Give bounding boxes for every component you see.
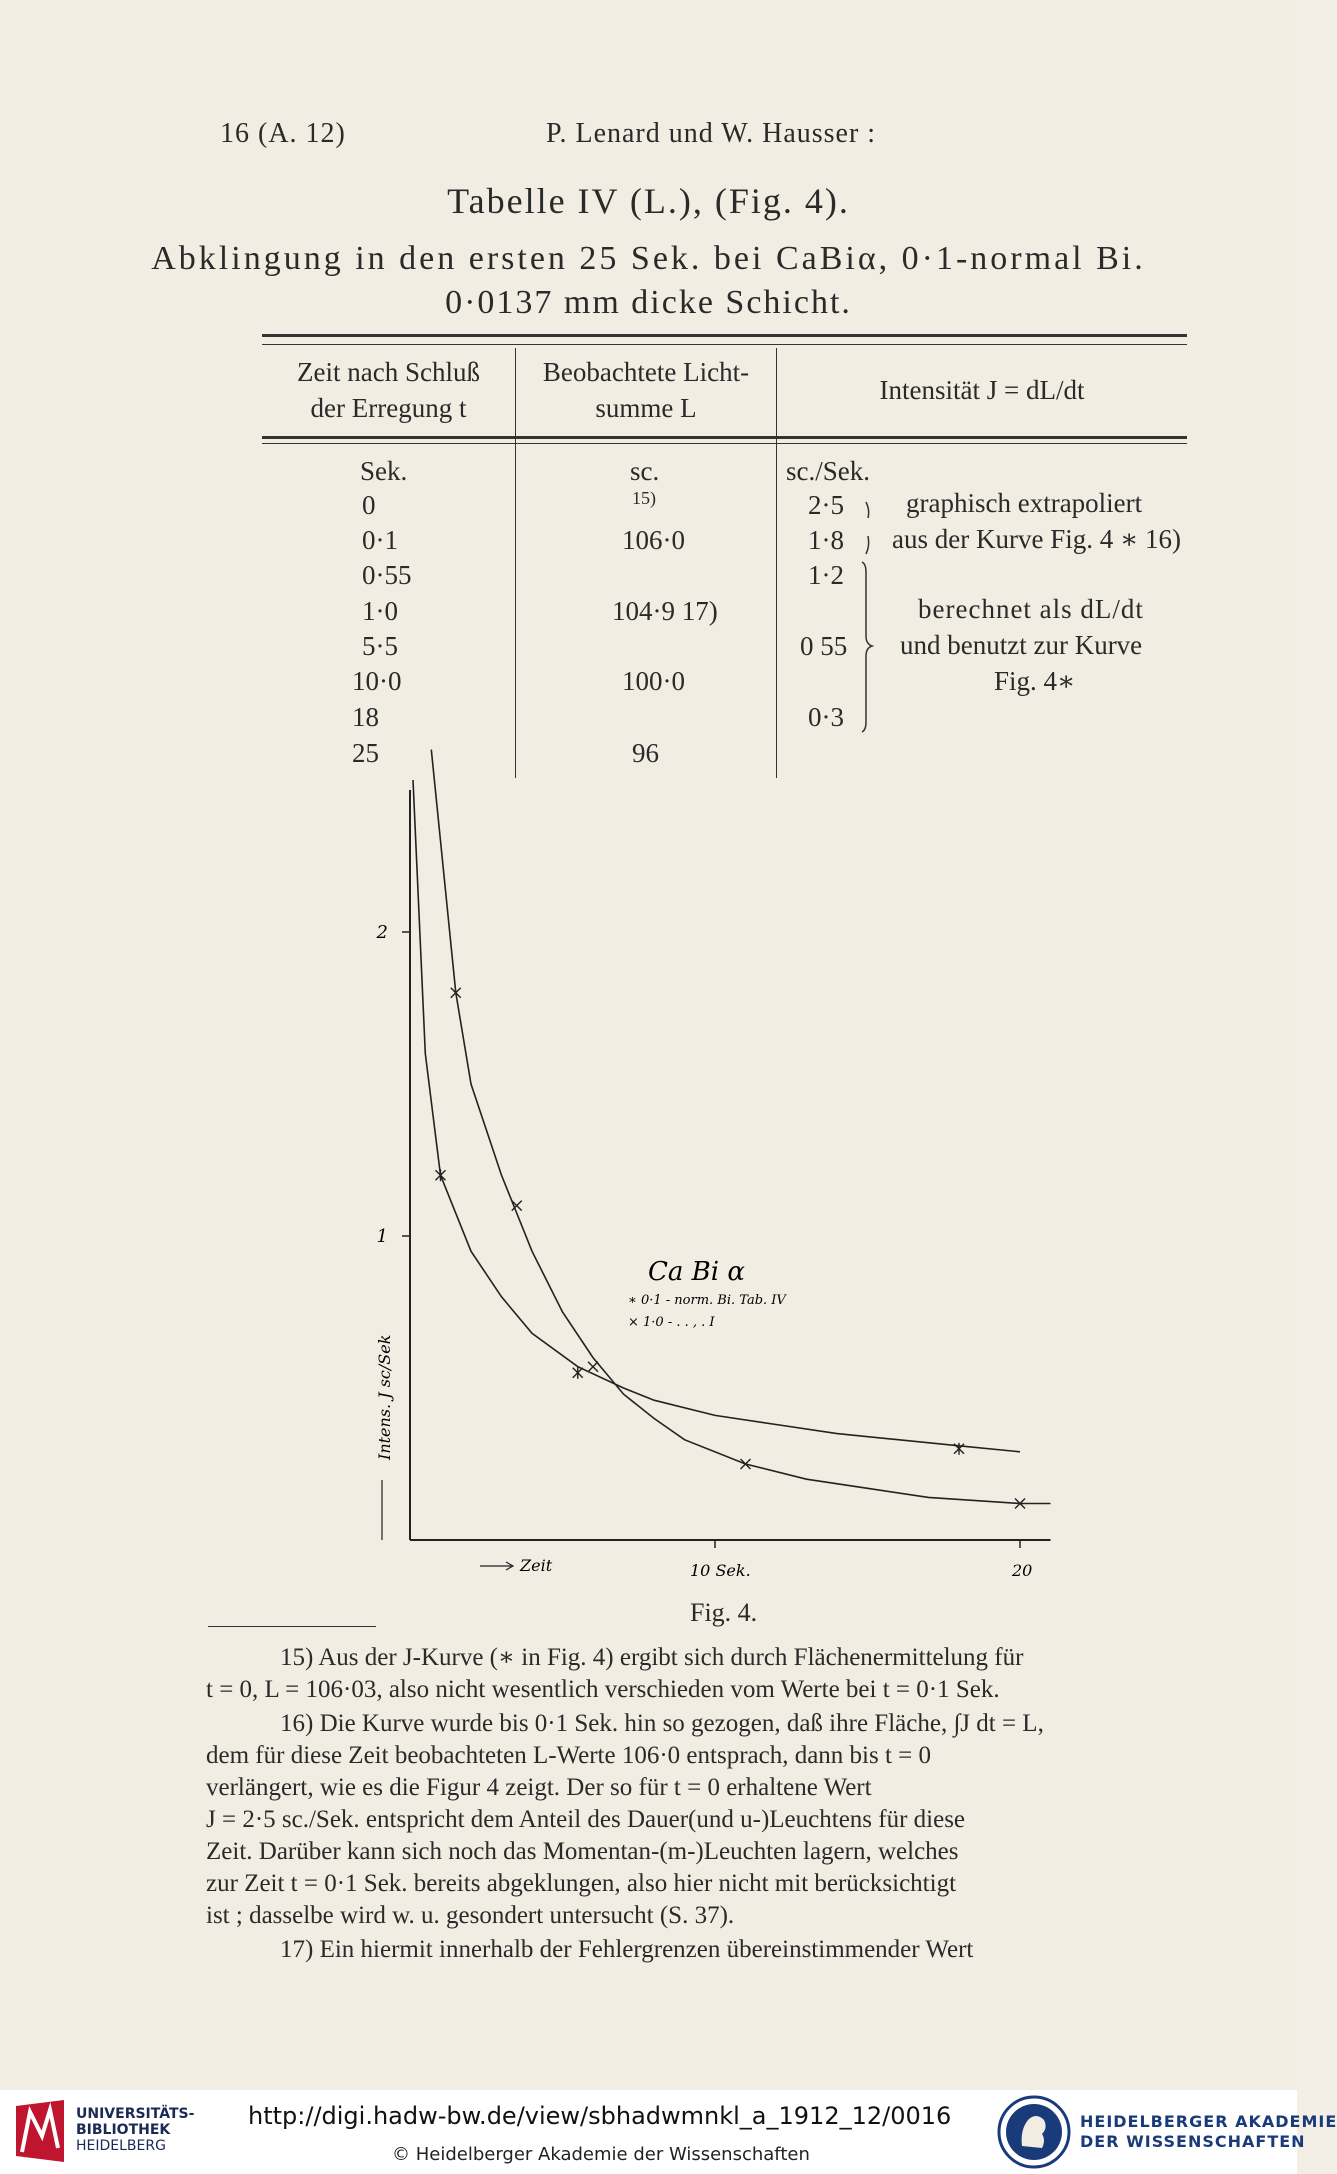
cell-t: 0·1 [362,525,398,555]
cell-L: 104·9 17) [612,596,718,626]
footnote-17-line1: 17) Ein hiermit innerhalb der Fehlergrenzen übereinstimmender Wert [280,1936,974,1963]
table-header-rule [262,436,1187,439]
footnote-16-line3: verlängert, wie es die Figur 4 zeigt. Der so für t = 0 erhaltene Wert [206,1774,872,1801]
cell-J: 0 55 [800,631,848,661]
asterisk-marker [573,1367,583,1379]
col-header-time: Zeit nach Schluß der Erregung t [297,357,480,423]
figure-caption: Fig. 4. [690,1598,758,1627]
unit-time: Sek. [360,456,408,486]
footnote-separator [208,1626,376,1627]
col-header-intensity: Intensität J = dL/dt [879,375,1085,405]
x-axis-label: Zeit [520,1556,553,1575]
footnote-16-line7: ist ; dasselbe wird w. u. gesondert untersucht (S. 37). [206,1902,735,1929]
footnote-16-line4: J = 2·5 sc./Sek. entspricht dem Anteil des Dauer(und u-)Leuchtens für diese [206,1806,966,1833]
university-library-logo-icon [12,2096,68,2168]
cell-t: 1·0 [362,596,398,626]
unit-lightsum: sc. [630,456,660,486]
cell-t: 18 [352,702,379,732]
footnote-15-line2: t = 0, L = 106·03, also nicht wesentlich verschieden vom Werte bei t = 0·1 Sek. [206,1676,1000,1703]
cell-J: 0·3 [808,702,844,732]
note-computed-l1: berechnet als dL/dt [918,594,1144,624]
unit-intensity: sc./Sek. [786,456,870,486]
legend-series-1: ∗ 0·1 - norm. Bi. Tab. IV [628,1293,786,1308]
cross-marker [741,1459,751,1469]
figure-4-plot [360,780,1080,1600]
table-title: Tabelle IV (L.), (Fig. 4). [447,181,850,221]
series-1-curve [413,780,1020,1452]
footnote-16-line2: dem für diese Zeit beobachteten L-Werte 106·0 entsprach, dann bis t = 0 [206,1742,932,1769]
col-header-lightsum: Beobachtete Licht- summe L [542,357,750,423]
academy-seal-icon [996,2094,1072,2170]
library-name: UNIVERSITÄTS- BIBLIOTHEK HEIDELBERG [76,2106,195,2154]
cell-L: 96 [632,738,659,768]
cell-J: 2·5 [808,490,844,520]
note-extrapolated-l1: graphisch extrapoliert [906,488,1143,518]
asterisk-marker [436,1169,446,1181]
table-caption-line2: 0·0137 mm dicke Schicht. [445,284,852,321]
cell-t: 10·0 [352,666,402,696]
note-computed-l2: und benutzt zur Kurve [900,630,1143,660]
cell-L: 100·0 [622,666,685,696]
legend-title: Ca Bi α [648,1257,745,1287]
table-top-rule [262,334,1187,337]
cell-L-footnote: 15) [632,488,656,508]
xtick-label-20: 20 [1012,1561,1033,1580]
footnote-16-line6: zur Zeit t = 0·1 Sek. bereits abgeklungen, also hier nicht mit berücksichtigt [206,1870,957,1897]
footnote-16-line5: Zeit. Darüber kann sich noch das Momentan-(m-)Leuchten lagern, welches [206,1838,959,1865]
viewer-footer [0,2090,1337,2174]
asterisk-marker [954,1443,964,1455]
table-header-rule-thin [262,443,1187,444]
cell-J: 1·8 [808,525,844,555]
cell-J: 1·2 [808,560,844,590]
table-caption-line1: Abklingung in den ersten 25 Sek. bei CaBiα, 0·1-normal Bi. [151,240,1146,277]
legend-series-2: × 1·0 - . . , . I [628,1315,715,1330]
ytick-label-1: 1 [376,1226,388,1247]
series-2-curve [431,750,1050,1504]
cell-L: 106·0 [622,525,685,555]
table-braces [858,490,880,740]
table-col-divider-2 [776,348,777,778]
cell-t: 25 [352,738,379,768]
cell-t: 0 [362,490,376,520]
cell-t: 5·5 [362,631,398,661]
note-computed-l3: Fig. 4∗ [994,666,1076,696]
footnote-15-line1: 15) Aus der J-Kurve (∗ in Fig. 4) ergibt sich durch Flächenermittelung für [280,1644,1024,1671]
ytick-label-2: 2 [376,922,388,943]
y-axis-label: Intens. J sc/Sek [375,1334,394,1460]
running-header-authors: P. Lenard und W. Hausser : [546,118,877,149]
table-top-rule-thin [262,344,1187,345]
marks [436,988,1026,1509]
page-url-link[interactable]: http://digi.hadw-bw.de/view/sbhadwmnkl_a_1912_12/0016 [248,2102,952,2130]
xtick-label-10: 10 Sek. [690,1561,751,1580]
academy-name: HEIDELBERGER AKADEMIE DER WISSENSCHAFTEN [1080,2112,1337,2151]
curves [413,750,1051,1504]
footnote-16-line1: 16) Die Kurve wurde bis 0·1 Sek. hin so gezogen, daß ihre Fläche, ∫J dt = L, [280,1710,1044,1737]
copyright-text: © Heidelberger Akademie der Wissenschaften [392,2144,810,2165]
page-number: 16 (A. 12) [220,118,346,149]
note-extrapolated-l2: aus der Kurve Fig. 4 ∗ 16) [892,524,1182,554]
cross-marker [588,1362,598,1372]
cell-t: 0·55 [362,560,412,590]
